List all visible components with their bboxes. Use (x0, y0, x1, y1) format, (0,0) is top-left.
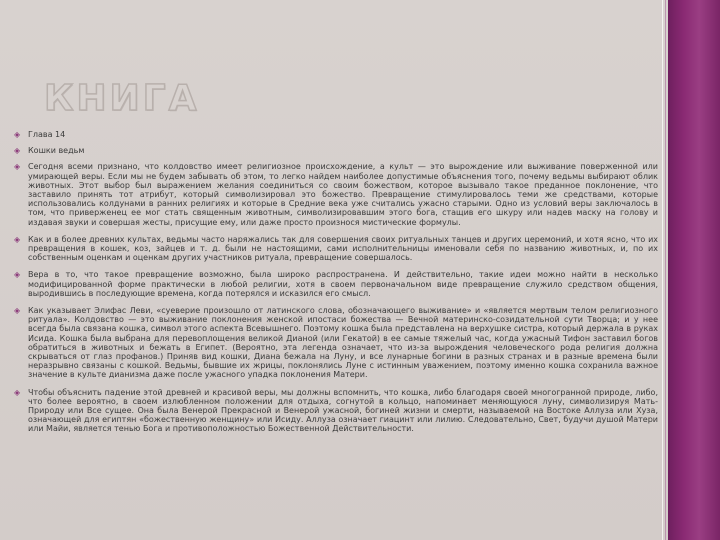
side-divider-line-inner (665, 0, 666, 540)
list-item (14, 270, 658, 298)
list-item-text: Вера в то, что такое превращение возможно, была широко распространена. И действительно, такие идеи можно найти в несколько модифицированной форме практически в любой религии, хотя в своем первоначальном виде превращение служило средством общения, выродившись в последующие времена, когда потерялся и исказился его смысл. (28, 270, 658, 298)
diamond-bullet-icon: ◈ (14, 146, 21, 156)
list-item-text: Как и в более древних культах, ведьмы часто наряжались так для совершения своих ритуальных танцев и других церемоний, и хотя ясно, что их превращения в кошек, коз, зайцев и т. д. были не настоящими, сами исполнительницы именовали себя по названию животных, и, по их собственным оценкам и оценкам других участников ритуала, превращение совершалось. (28, 234, 658, 263)
list-item-text: Сегодня всеми признано, что колдовство имеет религиозное происхождение, а культ — это вырождение или выживание поверженной или умирающей веры. Если мы не будем забывать об этом, то легко найдем наиболее допустимые объяснения того, почему ведьмы выбирают облик животных. Этот выбор был выражением желания соединиться со своим божеством, которое вызывало такое преданное поклонение, что заставило принять тот атрибут, который символизировал это божество. Превращение стимулировалось теми же средствами, которые использовались колдунами в ранних религиях и которые в Средние века уже считались ужасно старыми. Одно из условий веры заключалось в том, что приверженец ее мог стать священным животным, символизировавшим этого бога, стащив его шкуру или надев маску на голову и издавая звуки и совершая жесты, присущие ему, или даже просто произнося мистические формулы. (28, 162, 658, 227)
list-item (14, 146, 658, 155)
diamond-bullet-icon: ◈ (14, 306, 21, 316)
diamond-bullet-icon: ◈ (14, 387, 21, 397)
diamond-bullet-icon: ◈ (14, 234, 21, 244)
slide-title: КНИГА (44, 78, 200, 119)
bullet-list (14, 126, 658, 434)
list-item-text: Чтобы объяснить падение этой древней и красивой веры, мы должны вспомнить, что кошка, либо благодаря своей многогранной природе, либо, что более вероятно, в своем излюбленном положении для отдыха, согнутой в кольцо, напоминает меняющуюся луну, символизируя Мать-Природу или Все сущее. Она была Венерой Прекрасной и Венерой ужасной, богиней жизни и смерти, называемой на Востоке Аллуза или Хуза, означающей для египтян «божественную женщину» или Исиду. Аллуза означает гиацинт или лилию. Следовательно, Свет, будучи душой Матери или Майи, является тенью Бога и противоположностью Божественной Действительности. (28, 387, 658, 434)
list-item (14, 130, 658, 139)
list-item-text: Как указывает Элифас Леви, «суеверие произошло от латинского слова, обозначающего выживание» и «является мертвым телом религиозного ритуала». Колдовство — это выживание поклонения женской ипостаси божества — Вечной материнско-созидательной сути Творца; и у нее всегда была связана кошка, символ этого аспекта Всевышнего. Поэтому кошка была представлена на верхушке систра, который держала в руках Исида. Кошка была выбрана для перевоплощения великой Дианой (или Гекатой) в ее самые тяжелый час, когда ужасный Тифон заставил богов обратиться в животных и бежать в Египет. (Вероятно, эта легенда означает, что из-за вырождения человеческого рода религия должна скрываться от глаз профанов.) Приняв вид кошки, Диана бежала на Луну, и все лунарные богини в разных странах и в разные времена были неразрывно связаны с кошкой. Ведьмы, бывшие их жрицы, поклонялись Луне с истинным уважением, поэтому именно кошка сохранила важное значение в культе дианизма даже после ужасного упадка поклонения Матери. (28, 306, 658, 380)
list-item (14, 235, 658, 263)
side-accent-panel (668, 0, 720, 540)
list-item (14, 162, 658, 226)
list-item-text: Кошки ведьм (28, 146, 85, 156)
diamond-bullet-icon: ◈ (14, 270, 21, 280)
diamond-bullet-icon: ◈ (14, 162, 21, 172)
list-item (14, 388, 658, 434)
side-divider-line (662, 0, 663, 540)
list-item-text: Глава 14 (28, 130, 66, 139)
diamond-bullet-icon: ◈ (14, 130, 21, 139)
list-item (14, 306, 658, 380)
